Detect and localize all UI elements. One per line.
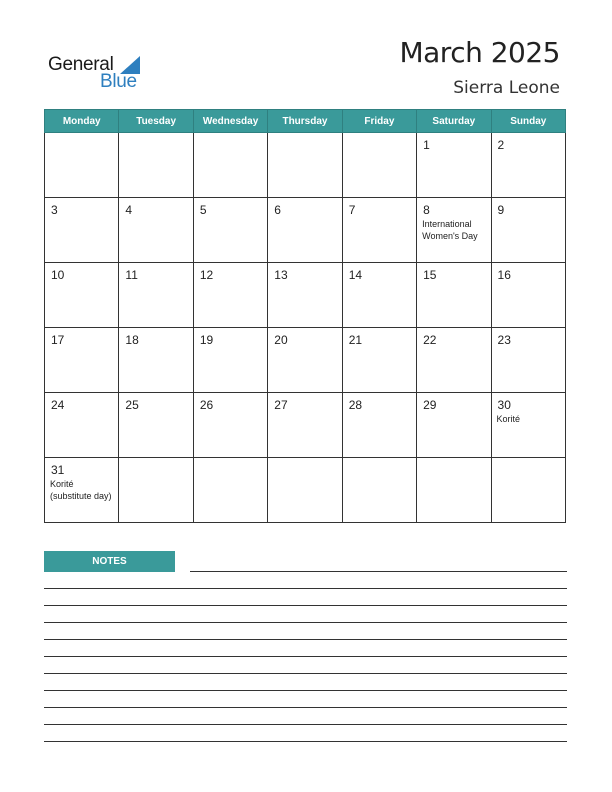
day-number: 24 — [51, 398, 65, 412]
day-cell — [268, 198, 342, 263]
day-cell — [45, 133, 119, 198]
day-number: 12 — [199, 268, 214, 282]
day-number — [194, 458, 267, 463]
day-cell — [45, 458, 119, 523]
day-number: 4 — [125, 203, 133, 217]
day-cell — [342, 328, 416, 393]
day-number: 17 — [51, 333, 65, 347]
day-cell — [45, 198, 119, 263]
weekday-header: Wednesday — [193, 110, 267, 133]
weekday-header: Sunday — [491, 110, 565, 133]
day-cell — [45, 328, 119, 393]
brand-logo — [48, 54, 148, 94]
day-number: 28 — [348, 398, 363, 412]
day-cell — [417, 198, 491, 263]
day-number: 16 — [497, 268, 511, 282]
weekday-header: Tuesday — [119, 110, 193, 133]
page-subtitle: Sierra Leone — [453, 78, 560, 98]
notes-rule — [44, 673, 567, 674]
day-number: 2 — [497, 138, 505, 152]
day-cell — [193, 458, 267, 523]
day-cell — [193, 328, 267, 393]
day-number: 29 — [423, 398, 437, 412]
day-cell — [491, 263, 565, 328]
notes-rule — [44, 639, 567, 640]
day-cell — [268, 328, 342, 393]
day-number: 20 — [274, 333, 288, 347]
day-cell — [119, 198, 193, 263]
week-row — [45, 198, 566, 263]
day-cell — [193, 198, 267, 263]
day-number: 6 — [274, 203, 281, 217]
day-cell — [491, 393, 565, 458]
day-cell — [268, 393, 342, 458]
day-number: 14 — [348, 268, 363, 282]
weekday-header: Friday — [342, 110, 416, 133]
day-number: 23 — [497, 333, 511, 347]
weekday-header: Thursday — [268, 110, 342, 133]
day-number: 8 — [423, 203, 430, 217]
calendar-body — [45, 133, 566, 523]
day-number: 1 — [423, 138, 430, 152]
day-number — [194, 133, 267, 138]
notes-rule — [44, 622, 567, 623]
day-cell — [268, 458, 342, 523]
day-cell — [491, 328, 565, 393]
day-number — [343, 458, 416, 463]
day-number: 30 — [497, 398, 511, 412]
day-number — [119, 458, 192, 463]
day-cell — [119, 393, 193, 458]
notes-rule — [44, 707, 567, 708]
week-row — [45, 263, 566, 328]
day-number: 7 — [348, 203, 356, 217]
day-cell — [268, 133, 342, 198]
weekday-header-row — [45, 110, 566, 133]
day-cell — [119, 458, 193, 523]
day-cell — [342, 393, 416, 458]
page-title: March 2025 — [399, 36, 560, 69]
holiday-label: Korité (substitute day) — [50, 479, 112, 501]
day-number: 31 — [51, 463, 65, 477]
day-cell — [45, 393, 119, 458]
day-number: 25 — [125, 398, 139, 412]
day-number: 13 — [274, 268, 288, 282]
day-number: 22 — [423, 333, 437, 347]
day-number — [268, 133, 341, 138]
day-cell — [119, 263, 193, 328]
week-row — [45, 393, 566, 458]
day-number: 11 — [125, 268, 138, 282]
day-number: 9 — [497, 203, 505, 217]
day-cell — [417, 458, 491, 523]
day-number: 21 — [348, 333, 363, 347]
day-cell — [119, 133, 193, 198]
day-cell — [342, 263, 416, 328]
day-cell — [119, 328, 193, 393]
day-number — [343, 133, 416, 138]
day-cell — [193, 393, 267, 458]
calendar-grid — [44, 109, 566, 523]
day-number: 15 — [423, 268, 437, 282]
day-cell — [491, 458, 565, 523]
day-number: 18 — [125, 333, 139, 347]
day-number: 5 — [199, 203, 207, 217]
day-cell — [417, 393, 491, 458]
day-number: 27 — [274, 398, 288, 412]
holiday-label: Korité — [496, 414, 521, 424]
day-cell — [342, 458, 416, 523]
day-number — [119, 133, 192, 138]
day-number: 26 — [199, 398, 214, 412]
week-row — [45, 328, 566, 393]
weekday-header: Saturday — [417, 110, 491, 133]
notes-rule — [44, 656, 567, 657]
notes-rule — [44, 588, 567, 589]
day-number — [492, 458, 565, 463]
day-number: 10 — [51, 268, 65, 282]
weekday-header: Monday — [45, 110, 119, 133]
notes-rule — [44, 724, 567, 725]
day-cell — [268, 263, 342, 328]
day-cell — [491, 198, 565, 263]
day-number: 3 — [51, 203, 58, 217]
brand-word-blue: Blue — [100, 71, 137, 92]
brand-word-general: General — [48, 54, 114, 75]
day-cell — [193, 263, 267, 328]
week-row — [45, 133, 566, 198]
day-number — [268, 458, 341, 463]
notes-rule — [44, 741, 567, 742]
notes-rule — [44, 605, 567, 606]
day-cell — [342, 133, 416, 198]
notes-rule — [190, 571, 567, 572]
day-cell — [417, 328, 491, 393]
day-cell — [45, 263, 119, 328]
notes-rule — [44, 690, 567, 691]
week-row — [45, 458, 566, 523]
day-number: 19 — [199, 333, 214, 347]
notes-header: NOTES — [44, 551, 175, 572]
day-number — [45, 133, 118, 138]
day-cell — [417, 133, 491, 198]
day-cell — [417, 263, 491, 328]
day-cell — [342, 198, 416, 263]
day-cell — [491, 133, 565, 198]
day-cell — [193, 133, 267, 198]
holiday-label: International Women's Day — [422, 219, 478, 241]
day-number — [417, 458, 490, 463]
